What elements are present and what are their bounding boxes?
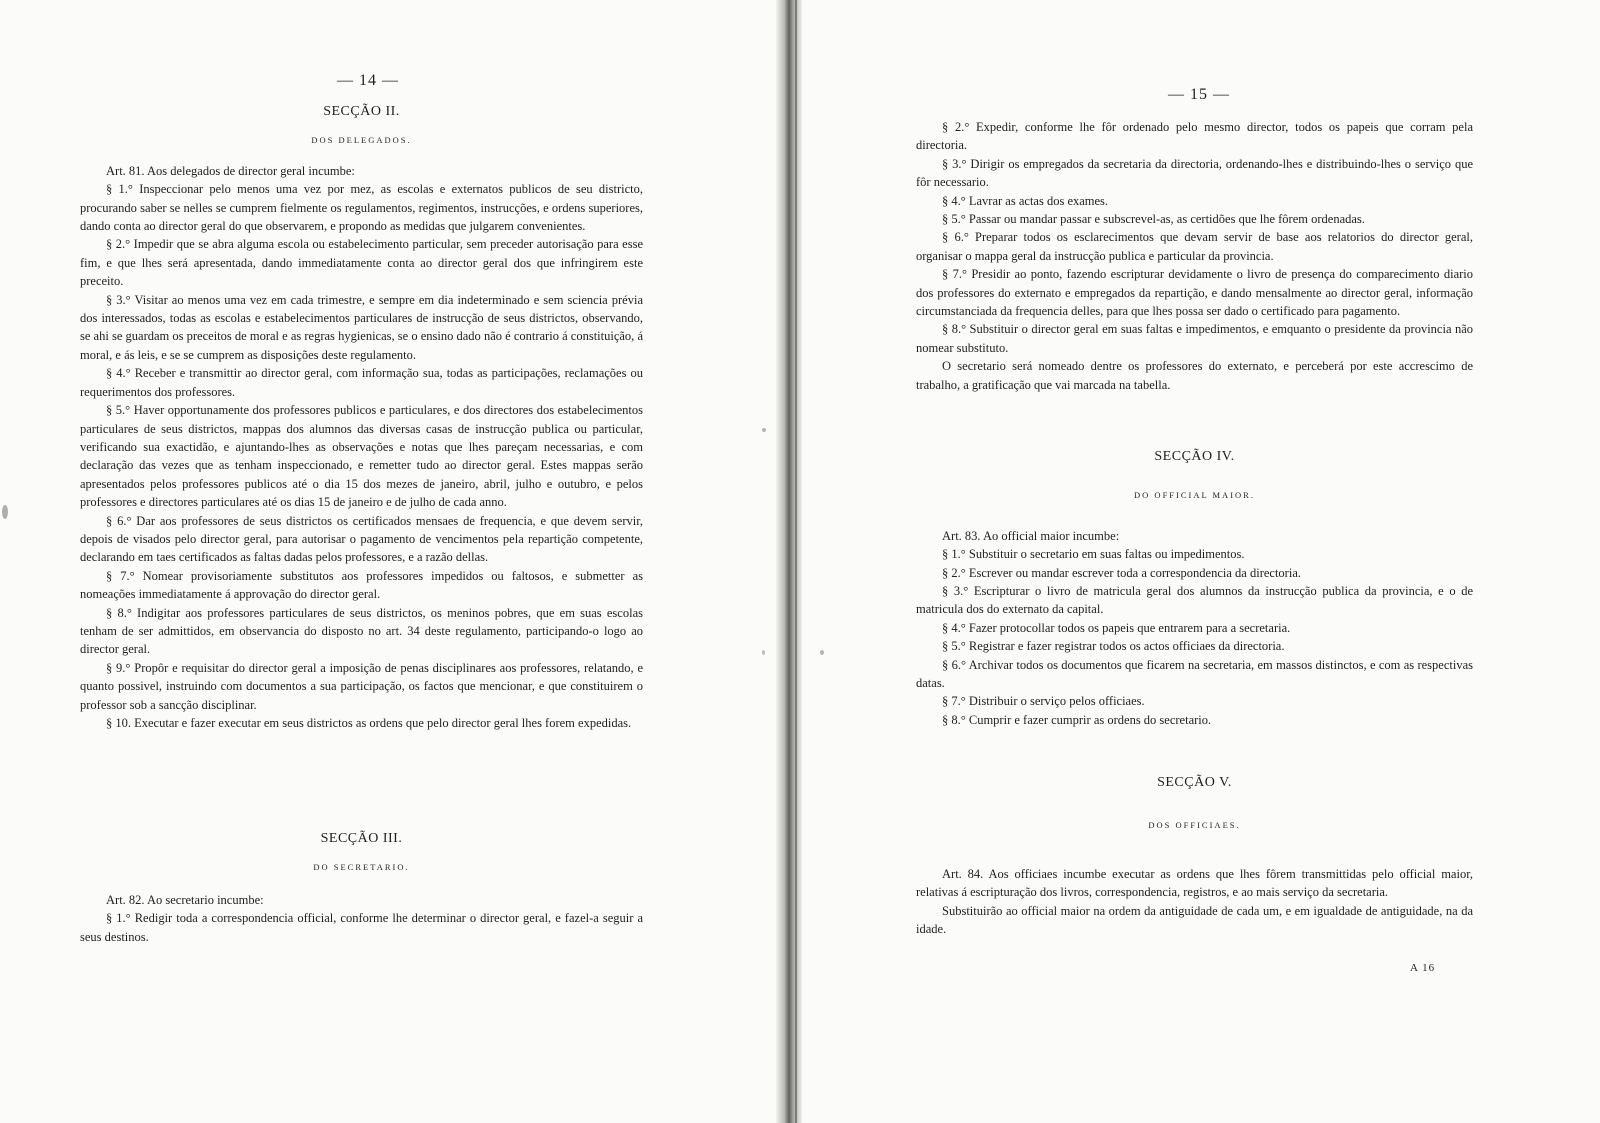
- section-ii-subtitle: DOS DELEGADOS.: [311, 135, 412, 146]
- art-81-par-10: § 10. Executar e fazer executar em seus districtos as ordens que pelo director geral lhes forem expedidas.: [106, 716, 632, 730]
- art-83-par-4: § 4.° Fazer protocollar todos os papeis que entrarem para a secretaria.: [942, 620, 1291, 635]
- section-iii-title: SECÇÃO III.: [320, 831, 403, 846]
- scan-speck: [762, 428, 766, 432]
- art-83-par-8: § 8.° Cumprir e fazer cumprir as ordens do secretario.: [942, 712, 1212, 727]
- section-ii-title: SECÇÃO II.: [323, 104, 400, 119]
- art-81-heading: Art. 81. Aos delegados de director geral incumbe:: [106, 163, 355, 178]
- printer-signature-mark: A 16: [1410, 962, 1436, 974]
- art-82-par-2: § 2.° Expedir, conforme lhe fôr ordenado pelo mesmo director, todos os papeis que corram pela directoria.: [916, 120, 1473, 153]
- section-v-subtitle: DOS OFFICIAES.: [1148, 820, 1241, 831]
- art-82-par-1: § 1.° Redigir toda a correspondencia official, conforme lhe determinar o director geral, e fazel-a seguir a seus destinos.: [80, 911, 643, 944]
- right-text-top: [916, 118, 1473, 394]
- art-84-par-1: Art. 84. Aos officiaes incumbe executar as ordens que lhes fôrem transmittidas pelo official maior, relativas á escripturação dos livros, correspondencia, registros, e ao mais serviço da secretaria.: [916, 866, 1473, 900]
- art-83-par-3: § 3.° Escripturar o livro de matricula geral dos alumnos da instrucção publica da provincia, e o de matricula dos do externato da capital.: [916, 584, 1473, 617]
- left-page-number: — 14 —: [337, 72, 399, 89]
- section-iv-subtitle: DO OFFICIAL MAIOR.: [1134, 490, 1255, 501]
- art-82-par-8: § 8.° Substituir o director geral em suas faltas e impedimentos, e emquanto o presidente da provincia não nomear substituto.: [916, 322, 1473, 355]
- left-page: [0, 0, 780, 1123]
- section-iv-title: SECÇÃO IV.: [1154, 449, 1235, 464]
- art-81-par-1: § 1.° Inspeccionar pelo menos uma vez por mez, as escolas e externatos publicos de seu districto, procurando saber se nelles se cumprem fielmente os regulamentos, regimentos, instrucções, e ordens superiores, dando conta ao director geral do que observarem, e propondo as medidas que julgarem convenientes.: [80, 182, 643, 234]
- art-82-par-4: § 4.° Lavrar as actas dos exames.: [942, 193, 1109, 208]
- left-text-bottom: [80, 830, 643, 946]
- art-81-par-2: § 2.° Impedir que se abra alguma escola ou estabelecimento particular, sem preceder autorisação para esse fim, e que lhes será apresentada, dando immediatamente conta ao director geral dos que infringirem este preceito.: [80, 237, 643, 289]
- art-84-par-2: Substituirão ao official maior na ordem da antiguidade de cada um, e em igualdade de antiguidade, na da idade.: [916, 903, 1473, 937]
- art-83-heading: Art. 83. Ao official maior incumbe:: [942, 528, 1120, 543]
- scan-speck: [762, 650, 765, 655]
- art-81-par-8: § 8.° Indigitar aos professores particulares de seus districtos, os meninos pobres, que em suas escolas tenham de ser admittidos, em observancia do disposto no art. 34 deste regulamento, participando-o logo ao director geral.: [80, 605, 643, 657]
- art-81-par-5: § 5.° Haver opportunamente dos professores publicos e particulares, e dos directores dos estabelecimentos particulares de seus districtos, mappas dos alumnos das diversas casas de instrucção publica ou particular, verificando sua exactidão, e ajuntando-lhes as observações e notas que lhes pareçam necessarias, e com declaração das vezes que as tenham inspeccionado, e remetter tudo ao director geral. Estes mappas serão apresentados pelos professores publicos até o dia 15 dos mezes de janeiro, abril, julho e outubro, e pelos professores e directores particulares até os dias 15 de janeiro e de julho de cada anno.: [80, 403, 643, 510]
- art-83-par-1: § 1.° Substituir o secretario em suas faltas ou impedimentos.: [942, 547, 1245, 562]
- right-page: [796, 0, 1600, 1123]
- secretario-nomeacao: O secretario será nomeado dentre os professores do externato, e perceberá por este accrescimo de trabalho, a gratificação que vai marcada na tabella.: [916, 359, 1473, 392]
- section-iii-subtitle: DO SECRETARIO.: [313, 862, 410, 873]
- art-82-par-5: § 5.° Passar ou mandar passar e subscrevel-as, as certidões que lhe fôrem ordenadas.: [942, 212, 1365, 227]
- art-81-par-7: § 7.° Nomear provisoriamente substitutos aos professores impedidos ou faltosos, e submetter as nomeações immediatamente á approvação do director geral.: [80, 568, 643, 602]
- art-81-par-3: § 3.° Visitar ao menos uma vez em cada trimestre, e sempre em dia indeterminado e sem sciencia prévia dos interessados, todas as escolas e estabelecimentos particulares de instrucção de seus districtos, observando, se ahi se guardam os preceitos de moral e as regras hygienicas, se o ensino dado não é contrario á constituição, á moral, e ás leis, e se se cumprem as disposições deste regulamento.: [80, 292, 643, 362]
- right-page-number: — 15 —: [1168, 86, 1230, 103]
- right-text-bottom: [916, 774, 1473, 938]
- art-82-heading: Art. 82. Ao secretario incumbe:: [106, 892, 264, 907]
- scan-speck: [2, 505, 8, 519]
- right-text-middle: [916, 448, 1473, 729]
- art-82-par-6: § 6.° Preparar todos os esclarecimentos que devam servir de base aos relatorios do director geral, organisar o mappa geral da instrucção publica e particular da provincia.: [916, 230, 1473, 263]
- art-82-par-7: § 7.° Presidir ao ponto, fazendo escripturar devidamente o livro de presença do comparecimento diario dos professores do externato e empregados da repartição, e dando mensalmente ao director geral, informação circumstanciada da frequencia delles, para que lhes possa ser dado o certificado para pagamento.: [916, 267, 1473, 319]
- art-82-par-3: § 3.° Dirigir os empregados da secretaria da directoria, ordenando-lhes e distribuindo-lhes o serviço que fôr necessario.: [916, 156, 1473, 190]
- art-83-par-5: § 5.° Registrar e fazer registrar todos os actos officiaes da directoria.: [942, 639, 1285, 654]
- art-81-par-6: § 6.° Dar aos professores de seus districtos os certificados mensaes de frequencia, e que devem servir, depois de visados pelo director geral, para autorisar o pagamento de vencimentos pela repartição competente, declarando em taes certificados as faltas dadas pelos professores, e a razão dellas.: [80, 513, 643, 565]
- art-81-par-9: § 9.° Propôr e requisitar do director geral a imposição de penas disciplinares aos professores, relatando, e quanto possivel, instruindo com documentos a sua participação, os factos que mencionar, e que constituirem o professor sob a sancção disciplinar.: [80, 660, 643, 712]
- left-text-top: [80, 103, 643, 732]
- section-v-title: SECÇÃO V.: [1157, 775, 1232, 790]
- art-81-par-4: § 4.° Receber e transmittir ao director geral, com informação sua, todas as participações, reclamações ou requerimentos dos professores.: [80, 366, 643, 399]
- art-83-par-7: § 7.° Distribuir o serviço pelos officiaes.: [942, 694, 1145, 709]
- art-83-par-2: § 2.° Escrever ou mandar escrever toda a correspondencia da directoria.: [942, 565, 1301, 580]
- art-83-par-6: § 6.° Archivar todos os documentos que ficarem na secretaria, em massos distinctos, e com as respectivas datas.: [916, 657, 1473, 691]
- scan-speck: [820, 650, 824, 655]
